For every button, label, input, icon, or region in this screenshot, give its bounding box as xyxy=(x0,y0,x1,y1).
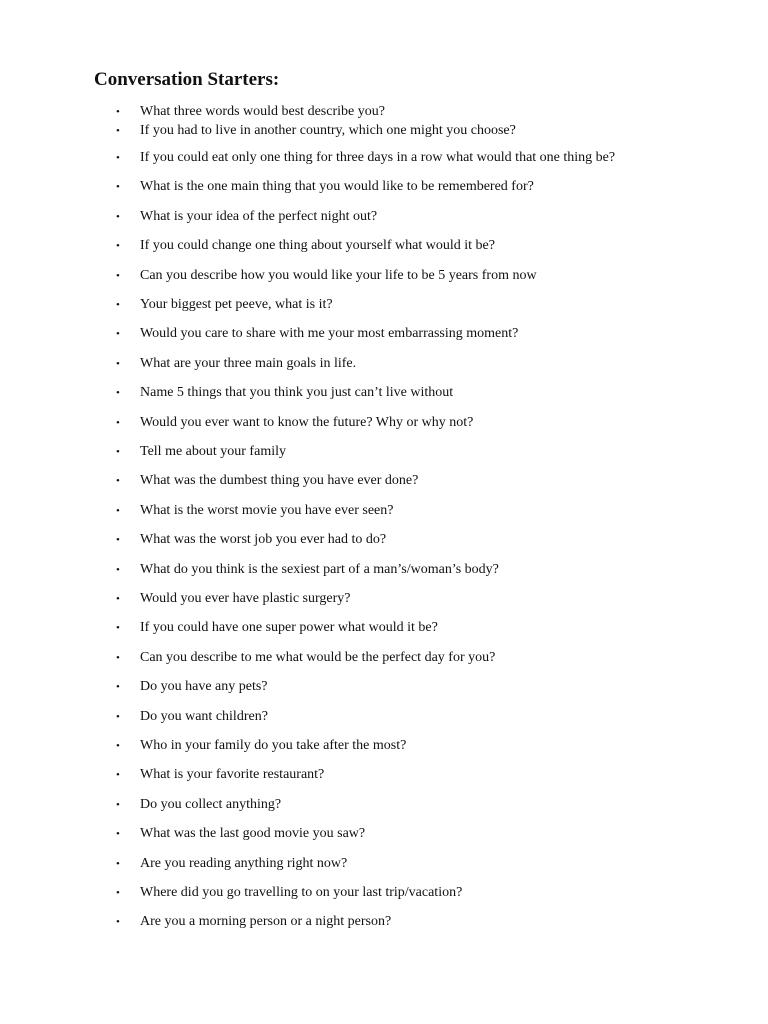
bullet-icon: • xyxy=(116,106,120,118)
question-text: What is your favorite restaurant? xyxy=(140,767,325,783)
bullet-icon: • xyxy=(116,563,120,576)
question-text: Are you reading anything right now? xyxy=(140,855,348,871)
bullet-icon: • xyxy=(116,240,120,253)
bullet-icon: • xyxy=(116,593,120,605)
bullet-icon: • xyxy=(116,504,120,517)
bullet-icon: • xyxy=(116,798,120,811)
bullet-icon: • xyxy=(116,269,120,282)
bullet-icon: • xyxy=(116,416,120,429)
question-text: Where did you go travelling to on your last trip/vacation? xyxy=(140,885,463,900)
question-text: What do you think is the sexiest part of a man’s/woman’s body? xyxy=(140,561,499,577)
bullet-icon: • xyxy=(116,446,120,458)
bullet-icon: • xyxy=(116,651,120,664)
question-text: What three words would best describe you? xyxy=(140,104,385,119)
bullet-icon: • xyxy=(116,152,120,164)
question-text: Would you ever have plastic surgery? xyxy=(140,591,351,606)
question-text: If you had to live in another country, which one might you choose? xyxy=(140,123,516,138)
question-text: Name 5 things that you think you just can’t live without xyxy=(140,385,454,401)
bullet-icon: • xyxy=(116,387,120,400)
bullet-icon: • xyxy=(116,857,120,870)
question-text: What is the worst movie you have ever seen? xyxy=(140,502,394,518)
page-title: Conversation Starters: xyxy=(94,69,280,90)
question-text: What was the dumbest thing you have ever done? xyxy=(140,473,419,489)
question-text: What is the one main thing that you would like to be remembered for? xyxy=(140,179,534,195)
bullet-icon: • xyxy=(116,328,120,341)
question-text: If you could change one thing about yourself what would it be? xyxy=(140,238,495,254)
bullet-icon: • xyxy=(116,299,120,311)
question-text: Would you care to share with me your most embarrassing moment? xyxy=(140,326,519,342)
question-text: Do you want children? xyxy=(140,708,268,724)
question-text: Do you have any pets? xyxy=(140,679,268,695)
bullet-icon: • xyxy=(116,769,120,782)
question-text: Would you ever want to know the future? Why or why not? xyxy=(140,414,474,430)
bullet-icon: • xyxy=(116,916,120,929)
question-text: Who in your family do you take after the most? xyxy=(140,738,407,753)
bullet-icon: • xyxy=(116,887,120,899)
bullet-icon: • xyxy=(116,210,120,223)
question-text: Your biggest pet peeve, what is it? xyxy=(140,297,333,312)
question-text: Are you a morning person or a night person? xyxy=(140,914,392,930)
bullet-icon: • xyxy=(116,475,120,488)
bullet-icon: • xyxy=(116,534,120,547)
bullet-icon: • xyxy=(116,828,120,841)
question-text: What is your idea of the perfect night out? xyxy=(140,208,378,224)
question-text: Do you collect anything? xyxy=(140,796,282,812)
question-text: If you could have one super power what would it be? xyxy=(140,620,438,636)
question-text: Can you describe to me what would be the perfect day for you? xyxy=(140,649,496,665)
question-text: What was the worst job you ever had to do? xyxy=(140,532,387,548)
bullet-icon: • xyxy=(116,681,120,694)
question-text: What are your three main goals in life. xyxy=(140,355,357,371)
bullet-icon: • xyxy=(116,125,120,137)
bullet-icon: • xyxy=(116,181,120,194)
question-text: Can you describe how you would like your life to be 5 years from now xyxy=(140,267,537,283)
question-text: If you could eat only one thing for three days in a row what would that one thing be? xyxy=(140,150,616,165)
bullet-icon: • xyxy=(116,740,120,752)
question-text: Tell me about your family xyxy=(140,444,286,459)
bullet-icon: • xyxy=(116,622,120,635)
bullet-icon: • xyxy=(116,357,120,370)
bullet-icon: • xyxy=(116,710,120,723)
question-text: What was the last good movie you saw? xyxy=(140,826,366,842)
